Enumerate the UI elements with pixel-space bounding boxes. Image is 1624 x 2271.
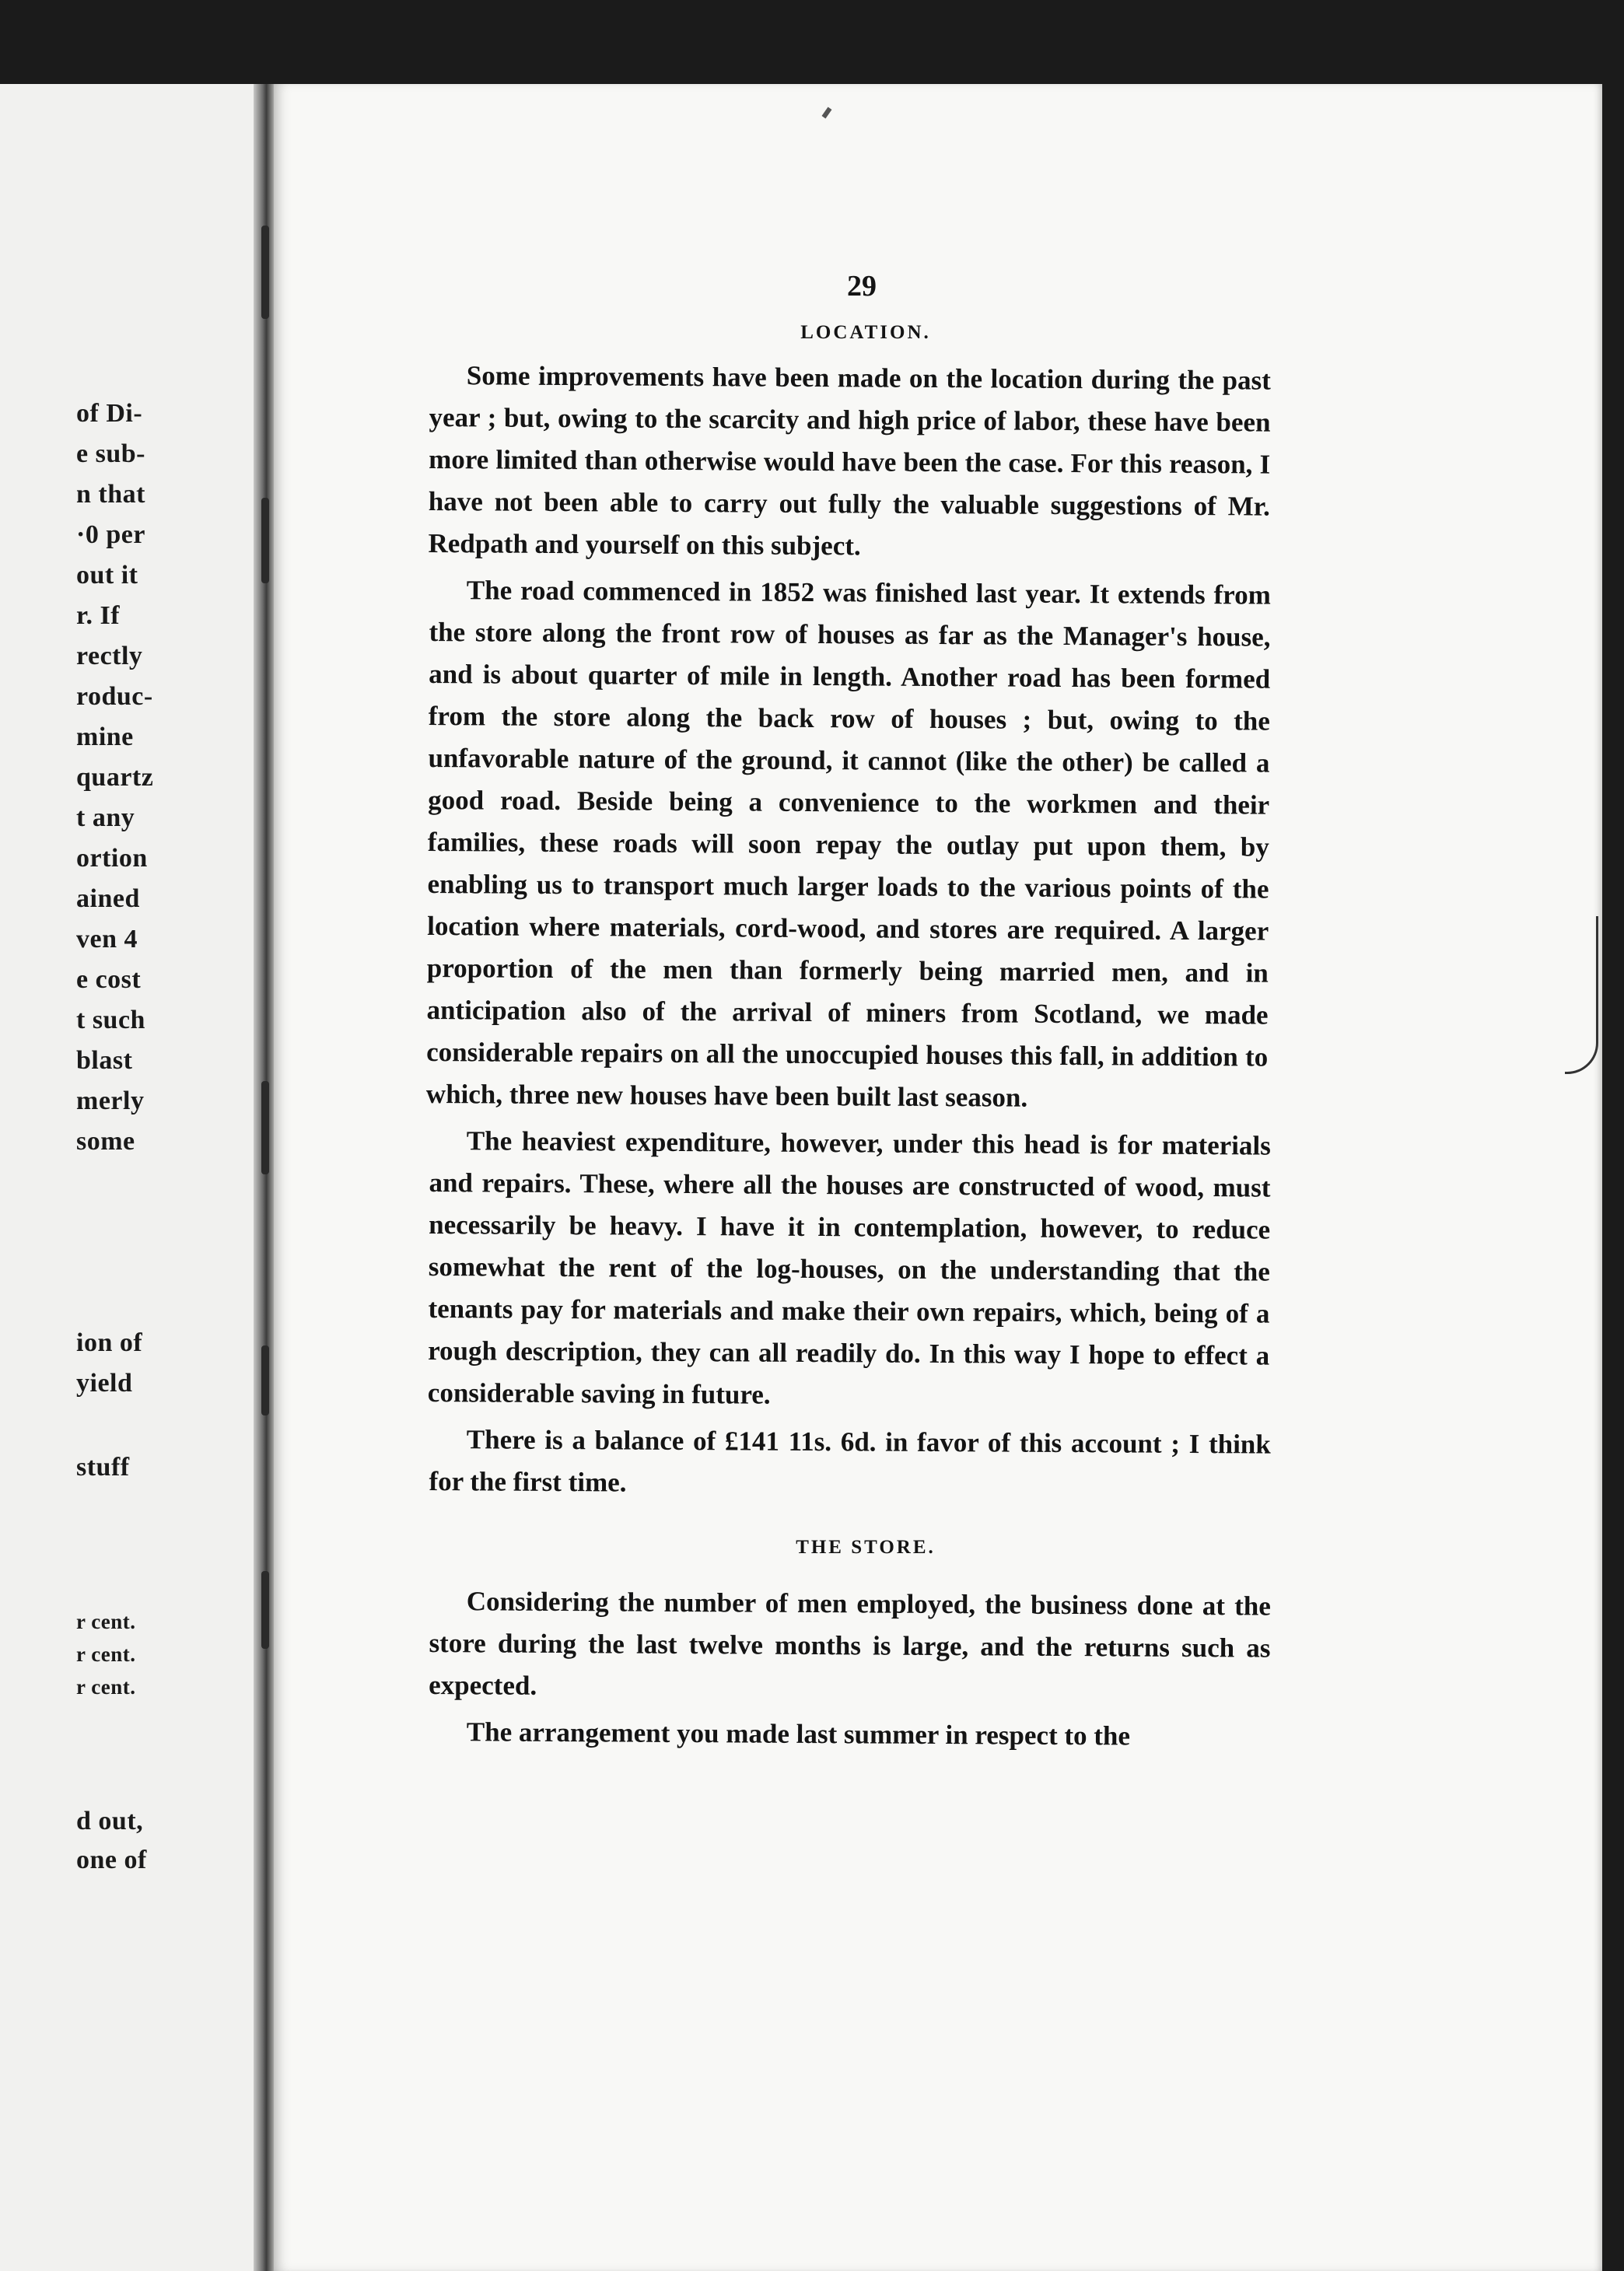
- left-line: yield: [76, 1369, 133, 1398]
- left-line: d out,: [76, 1807, 144, 1835]
- paragraph: There is a balance of £141 11s. 6d. in favor of this account ; I think for the first time.: [429, 1424, 1271, 1498]
- left-line: merly: [76, 1087, 145, 1115]
- left-line: n that: [76, 480, 145, 509]
- binding-thread: [261, 1345, 269, 1415]
- left-line: r cent.: [76, 1643, 136, 1666]
- page-text: [425, 269, 1271, 1758]
- left-line: roduc-: [76, 682, 153, 711]
- left-facing-page: [0, 84, 263, 2271]
- section-location: [425, 322, 1271, 1503]
- left-line: r. If: [76, 601, 121, 630]
- section-heading: LOCATION.: [800, 322, 931, 343]
- left-line: mine: [76, 723, 134, 751]
- left-line: stuff: [76, 1453, 130, 1482]
- binding-thread: [261, 1081, 269, 1174]
- paragraph: The heaviest expenditure, however, under this head is for materials and repairs. These, where all the houses are constructed of wood, must necessarily be heavy. I have it in contemplation, however, to reduce somewhat the rent of the log-houses, on the understanding that the tenants pay for materials and make their own repairs, which, being of a rough description, they can all readily do. In this way I hope to effect a considerable saving in future.: [427, 1125, 1271, 1410]
- scan-speck: [822, 107, 832, 119]
- left-line: e cost: [76, 965, 142, 994]
- left-line: rectly: [76, 642, 143, 670]
- left-line: t such: [76, 1006, 145, 1034]
- paragraph: The road commenced in 1852 was finished last year. It extends from the store along the front row of houses as far as the Manager's house, and is about quarter of mile in length. Another road has been formed from the store along the back row of houses ; but, owing to the unfavorable nature of the ground, it cannot (like the other) be called a good road. Beside being a convenience to the workmen and their families, these roads will soon repay the outlay put upon them, by enabling us to transport much larger loads to the various points of the location where materials, cord-wood, and stores are required. A larger proportion of the men than formerly being married men, and in anticipation also of the arrival of miners from Scotland, we made considerable repairs on all the unoccupied houses this fall, in addition to which, three new houses have been built last season.: [425, 575, 1271, 1113]
- paragraph: The arrangement you made last summer in respect to the: [466, 1716, 1131, 1751]
- left-line: e sub-: [76, 439, 145, 468]
- binding-thread: [261, 1571, 269, 1649]
- left-line: of Di-: [76, 399, 143, 428]
- left-line: ained: [76, 884, 140, 913]
- left-line: ion of: [76, 1328, 143, 1357]
- left-line: r cent.: [76, 1610, 136, 1633]
- left-line: t any: [76, 803, 135, 832]
- left-line: out it: [76, 561, 138, 590]
- paragraph: Some improvements have been made on the location during the past year ; but, owing to the scarcity and high price of labor, these have been more limited than otherwise would have been the case. For this reason, I have not been able to carry out fully the valuable suggestions of Mr. Redpath and yourself on this subject.: [428, 360, 1271, 562]
- left-line: blast: [76, 1046, 133, 1075]
- left-line: ortion: [76, 844, 148, 873]
- section-store: [429, 1537, 1271, 1753]
- page-number: 29: [847, 270, 877, 303]
- left-line: ·0 per: [76, 520, 145, 549]
- paragraph: Considering the number of men employed, the business done at the store during the last twelve months is large, and the returns such as expected.: [429, 1586, 1271, 1701]
- left-line: r cent.: [76, 1675, 136, 1699]
- left-line: ven 4: [76, 925, 138, 954]
- binding-thread: [261, 226, 269, 319]
- section-heading: THE STORE.: [796, 1537, 936, 1558]
- left-line: one of: [76, 1846, 147, 1874]
- scan-artifact: [1565, 916, 1598, 1074]
- right-page: [274, 84, 1602, 2271]
- left-line: some: [76, 1127, 135, 1156]
- left-line: quartz: [76, 763, 154, 792]
- binding-thread: [261, 498, 269, 583]
